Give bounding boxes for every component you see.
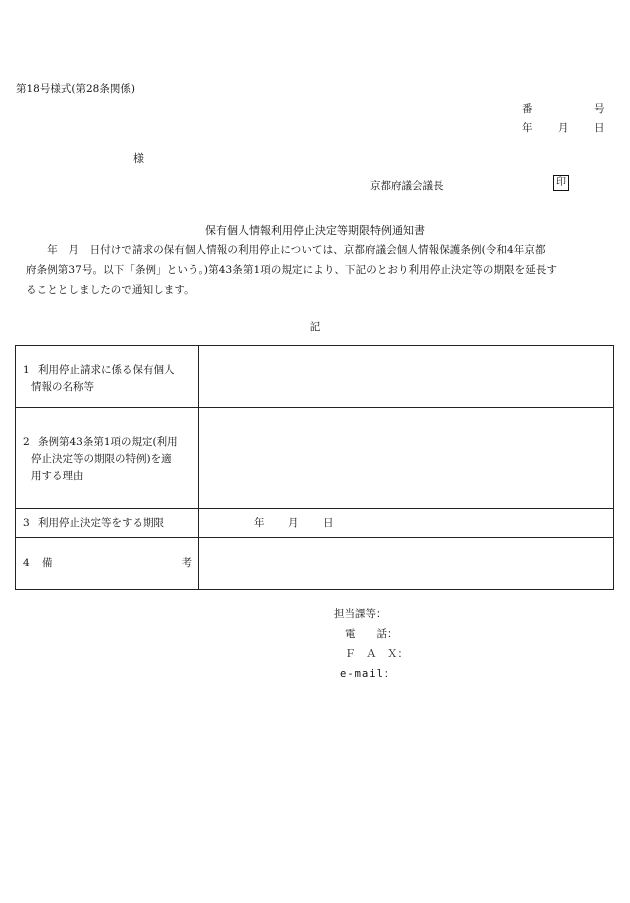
day-label: 日 (594, 122, 605, 134)
details-table (15, 345, 614, 590)
row-label-line: 利用停止決定等をする期限 (38, 517, 164, 529)
value-cell-reason[interactable] (199, 408, 614, 509)
body-line-1: 年 月 日付けで請求の保有個人情報の利用停止については、京都府議会個人情報保護条例(令和4年京都 (26, 244, 546, 256)
issuer-name: 京都府議会議長 (370, 180, 444, 192)
seal-mark: 印 (553, 175, 569, 191)
row-label-line: 条例第43条第1項の規定(利用 (38, 436, 178, 448)
label-cell (16, 509, 199, 538)
document-title: 保有個人情報利用停止決定等期限特例通知書 (205, 224, 425, 237)
addressee-suffix: 様 (133, 152, 144, 165)
label-cell (16, 408, 199, 509)
body-paragraph (26, 240, 616, 300)
contact-email: e-mail： (340, 668, 396, 680)
row-label-left: 備 (42, 557, 53, 569)
row-number: 3 (23, 517, 30, 529)
deadline-year-label: 年 (254, 517, 265, 529)
month-label: 月 (558, 122, 569, 134)
table-row-remarks (16, 538, 614, 590)
value-cell-deadline[interactable] (199, 509, 614, 538)
row-label-line: 情報の名称等 (31, 381, 94, 393)
value-cell-info-name[interactable] (199, 346, 614, 408)
row-number: 1 (23, 364, 30, 376)
ki-heading: 記 (309, 321, 321, 333)
row-label-line: 利用停止請求に係る保有個人 (38, 364, 175, 376)
row-number: 2 (23, 436, 30, 448)
deadline-month-label: 月 (288, 517, 299, 529)
table-row-info-name (16, 346, 614, 408)
row-label-line: 用する理由 (31, 470, 84, 482)
contact-dept: 担当課等： (334, 608, 387, 620)
body-line-3: ることとしましたので通知します。 (26, 284, 195, 296)
row-label-right: 考 (181, 557, 192, 569)
contact-phone: 電 話： (345, 628, 398, 640)
ban-label: 番 (522, 103, 533, 115)
table-row-reason (16, 408, 614, 509)
value-cell-remarks[interactable] (199, 538, 614, 590)
table-row-deadline (16, 509, 614, 538)
form-number: 第18号様式(第28条関係) (16, 83, 135, 95)
contact-block (334, 604, 408, 684)
label-cell (16, 538, 199, 590)
deadline-day-label: 日 (323, 517, 334, 529)
contact-fax: Ｆ Ａ Ｘ： (345, 648, 408, 660)
row-label-line: 停止決定等の期限の特例)を適 (31, 453, 172, 465)
go-label: 号 (594, 103, 605, 115)
label-cell (16, 346, 199, 408)
body-line-2: 府条例第37号。以下「条例」という。)第43条第1項の規定により、下記のとおり利用停止決定等の期限を延長す (26, 264, 558, 276)
year-label: 年 (522, 122, 533, 134)
row-number: 4 (23, 557, 30, 569)
